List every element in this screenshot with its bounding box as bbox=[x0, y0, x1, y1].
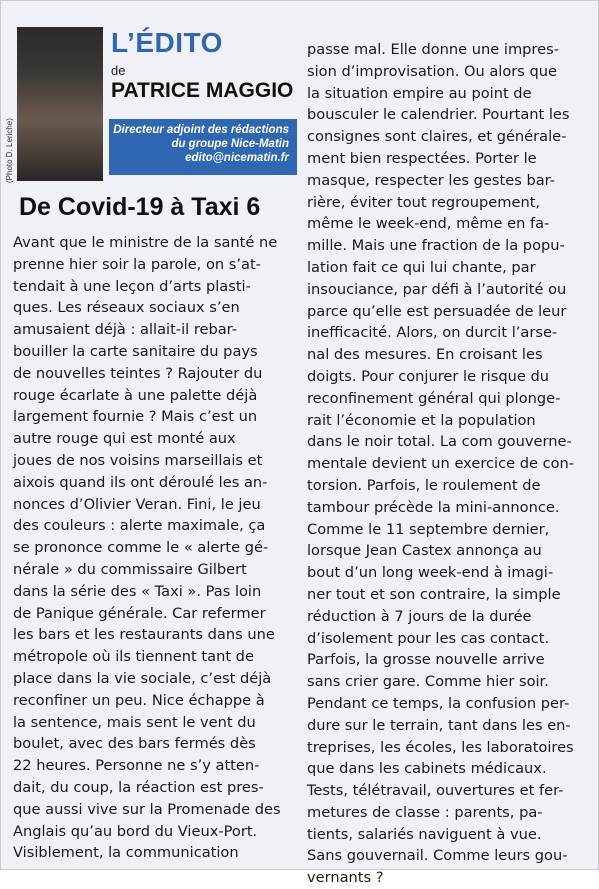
text-line: Anglais qu’au bord du Vieux-Port. bbox=[13, 822, 258, 840]
text-line: rait l’économie et la population bbox=[307, 411, 536, 429]
text-line: reconfiner un peu. Nice échappe à bbox=[13, 691, 265, 709]
text-line: la sentence, mais sent le vent du bbox=[13, 713, 256, 731]
text-line: Sans gouvernail. Comme leurs gou- bbox=[307, 847, 568, 865]
author-role-box bbox=[109, 119, 297, 175]
text-line: dans le noir total. La com gouverne- bbox=[307, 433, 572, 451]
text-line: dans la série des « Taxi ». Pas loin bbox=[13, 582, 262, 600]
text-line: parce qu’elle est persuadée de leur bbox=[307, 302, 567, 320]
author-photo bbox=[17, 27, 103, 181]
text-line: bouiller la carte sanitaire du pays bbox=[13, 342, 258, 360]
text-line: la situation empire au point de bbox=[307, 84, 532, 102]
text-line: doigts. Pour conjurer le risque du bbox=[307, 367, 549, 385]
text-line: inefficacité. Alors, on durcit l’arse- bbox=[307, 324, 558, 342]
right-column bbox=[307, 39, 591, 889]
text-line: amusaient déjà : allait-il rebar- bbox=[13, 321, 238, 339]
edito-de: de bbox=[111, 63, 126, 78]
text-line: metures de classe : parents, pa- bbox=[307, 803, 543, 821]
text-line: ner tout et son contraire, la simple bbox=[307, 585, 561, 603]
text-line: sans crier gare. Comme hier soir. bbox=[307, 673, 549, 691]
text-line: tendait à une leçon d’arts plasti- bbox=[13, 277, 251, 295]
text-line: Pendant ce temps, la confusion per- bbox=[307, 694, 570, 712]
author-role-line: Directeur adjoint des rédactions bbox=[113, 124, 289, 136]
author-role-line: du groupe Nice-Matin bbox=[171, 138, 289, 150]
text-line: place dans la vie sociale, c’est déjà bbox=[13, 669, 272, 687]
author-name: PATRICE MAGGIO bbox=[111, 79, 294, 102]
text-line: Comme le 11 septembre dernier, bbox=[307, 520, 550, 538]
text-line: nal des mesures. En croisant les bbox=[307, 346, 543, 364]
text-line: bousculer le calendrier. Pourtant les bbox=[307, 106, 570, 124]
text-line: tambour précède la mini-annonce. bbox=[307, 498, 560, 516]
text-line: des couleurs : alerte maximale, ça bbox=[13, 517, 266, 535]
text-line: métropole où ils tiennent tant de bbox=[13, 648, 254, 666]
text-line: aixois quand ils ont déroulé les an- bbox=[13, 473, 268, 491]
edito-header bbox=[7, 7, 300, 181]
photo-credit: (Photo D. Leriche) bbox=[5, 118, 14, 183]
text-line: reconfinement général qui plonge- bbox=[307, 389, 561, 407]
text-line: insouciance, par défi à l’autorité ou bbox=[307, 280, 567, 298]
text-line: Avant que le ministre de la santé ne bbox=[13, 234, 278, 251]
text-line: réduction à 7 jours de la durée bbox=[307, 607, 532, 625]
text-line: ques. Les réseaux sociaux s’en bbox=[13, 299, 240, 317]
text-line: mentale devient un exercice de con- bbox=[307, 455, 575, 473]
text-line: se prononce comme le « alerte gé- bbox=[13, 539, 269, 557]
text-line: mille. Mais une fraction de la popu- bbox=[307, 237, 565, 255]
text-line: 22 heures. Personne ne s’y atten- bbox=[13, 757, 260, 775]
text-line: lorsque Jean Castex annonça au bbox=[307, 542, 542, 560]
text-line: sion d’improvisation. Ou alors que bbox=[307, 62, 558, 80]
edito-title: L’ÉDITO bbox=[111, 27, 223, 58]
text-line: Tests, télétravail, ouvertures et fer- bbox=[307, 782, 564, 800]
text-line: Parfois, la grosse nouvelle arrive bbox=[307, 651, 545, 669]
text-line: torsion. Parfois, le roulement de bbox=[307, 476, 541, 494]
text-line: nérale » du commissaire Gilbert bbox=[13, 560, 247, 578]
article-title: De Covid-19 à Taxi 6 bbox=[19, 193, 261, 221]
author-email: edito@nicematin.fr bbox=[185, 152, 289, 164]
text-line: lation fait ce qui lui chante, par bbox=[307, 258, 536, 276]
article-text-right bbox=[307, 39, 591, 889]
text-line: treprises, les écoles, les laboratoires bbox=[307, 738, 574, 756]
text-line: boulet, avec des bars fermés dès bbox=[13, 735, 256, 753]
text-line: masque, respecter les gestes bar- bbox=[307, 171, 556, 189]
text-line: les bars et les restaurants dans une bbox=[13, 626, 275, 644]
text-line: rière, éviter tout regroupement, bbox=[307, 193, 541, 211]
text-line: passe mal. Elle donne une impres- bbox=[307, 41, 559, 58]
text-line: nonces d’Olivier Veran. Fini, le jeu bbox=[13, 495, 261, 513]
text-line: de Panique générale. Car refermer bbox=[13, 604, 266, 622]
text-line: rouge écarlate à une palette déjà bbox=[13, 386, 258, 404]
text-line: tients, salariés naviguent à vue. bbox=[307, 825, 542, 843]
text-line: de nouvelles teintes ? Rajouter du bbox=[13, 364, 263, 382]
text-line: bout d’un long week-end à imagi- bbox=[307, 564, 554, 582]
text-line: largement fournie ? Mais c’est un bbox=[13, 408, 258, 426]
text-line: que dans les cabinets médicaux. bbox=[307, 760, 547, 778]
text-line: dure sur le terrain, tant dans les en- bbox=[307, 716, 571, 734]
text-line: ment bien respectées. Porter le bbox=[307, 149, 537, 167]
text-line: dait, du coup, la réaction est pres- bbox=[13, 778, 264, 796]
text-line: vernants ? bbox=[307, 869, 384, 887]
text-line: joues de nos voisins marseillais et bbox=[13, 451, 263, 469]
text-line: autre rouge qui est monté aux bbox=[13, 430, 236, 448]
text-line: que aussi vive sur la Promenade des bbox=[13, 800, 281, 818]
article-text-left bbox=[13, 232, 300, 864]
text-line: consignes sont claires, et générale- bbox=[307, 128, 567, 146]
text-line: d’isolement pour les cas contact. bbox=[307, 629, 550, 647]
text-line: Visiblement, la communication bbox=[13, 844, 239, 862]
left-column bbox=[7, 7, 300, 864]
text-line: prenne hier soir la parole, on s’at- bbox=[13, 255, 261, 273]
text-line: même le week-end, même en fa- bbox=[307, 215, 550, 233]
